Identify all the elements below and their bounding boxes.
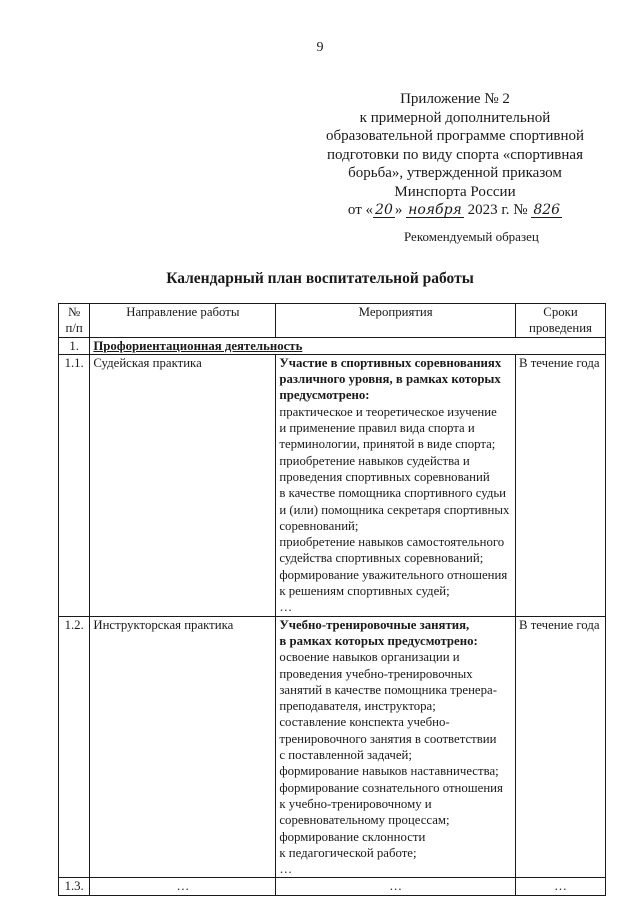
- row-num: 1.2.: [59, 616, 90, 878]
- event-line: занятий в качестве помощника тренера-: [279, 682, 497, 697]
- header-terms: [515, 304, 605, 338]
- row-events: [276, 616, 516, 878]
- event-line: формирование склонности: [279, 829, 426, 844]
- appendix-line: подготовки по виду спорта «спортивная: [327, 146, 583, 163]
- appendix-line: образовательной программе спортивной: [325, 128, 585, 144]
- header-terms-line1: Сроки: [543, 305, 578, 319]
- row-direction: …: [90, 878, 276, 895]
- table-header-row: [59, 304, 606, 338]
- event-line: формирование сознательного отношения: [279, 780, 503, 795]
- row-num: 1.3.: [59, 878, 90, 895]
- row-term: …: [515, 878, 605, 895]
- event-title-line: предусмотрено:: [279, 388, 370, 403]
- event-title-line: различного уровня, в рамках которых: [279, 372, 501, 387]
- event-line: преподавателя, инструктора;: [279, 699, 436, 714]
- header-direction: Направление работы: [90, 304, 276, 338]
- event-line: формирование навыков наставничества;: [279, 764, 499, 779]
- table-row: [59, 616, 606, 878]
- event-line: терминологии, принятой в виде спорта;: [279, 437, 496, 452]
- event-line: судейства спортивных соревнований;: [279, 551, 484, 566]
- event-line: и (или) помощника секретаря спортивных: [279, 502, 510, 517]
- event-line: приобретение навыков судейства и: [279, 453, 470, 468]
- date-mid: »: [394, 202, 403, 218]
- date-year: 2023 г. №: [467, 202, 528, 218]
- table-row: [59, 878, 606, 895]
- date-prefix: от «: [347, 202, 374, 218]
- appendix-line: Приложение № 2: [400, 91, 510, 107]
- appendix-line: борьба», утвержденной приказом: [348, 165, 562, 181]
- sample-note: Рекомендуемый образец: [404, 229, 539, 244]
- event-line: к педагогической работе;: [279, 845, 417, 860]
- header-num-line1: №: [68, 305, 81, 319]
- document-title: Календарный план воспитательной работы: [166, 270, 474, 287]
- event-line: практическое и теоретическое изучение: [279, 404, 497, 419]
- event-line: приобретение навыков самостоятельного: [279, 535, 505, 550]
- event-line: и применение правил вида спорта и: [279, 421, 475, 436]
- row-num: 1.1.: [59, 354, 90, 616]
- header-terms-line2: проведения: [529, 321, 592, 336]
- appendix-header: [300, 90, 610, 220]
- event-line: освоение навыков организации и: [279, 650, 460, 665]
- event-line: …: [279, 600, 293, 615]
- section-num: 1.: [59, 337, 90, 354]
- header-num: [59, 304, 90, 338]
- table-row: [59, 354, 606, 616]
- header-events: Мероприятия: [276, 304, 516, 338]
- event-line: к решениям спортивных судей;: [279, 584, 450, 599]
- event-line: проведения спортивных соревнований: [279, 469, 490, 484]
- event-title-line: Учебно-тренировочные занятия,: [279, 617, 470, 632]
- event-line: проведения учебно-тренировочных: [279, 666, 473, 681]
- event-title-line: в рамках которых предусмотрено:: [279, 633, 478, 648]
- event-line: …: [279, 862, 293, 877]
- event-line: тренировочного занятия в соответствии: [279, 731, 497, 746]
- event-line: соревновательному процессам;: [279, 813, 450, 828]
- event-line: с поставленной задачей;: [279, 748, 412, 763]
- row-direction: Инструкторская практика: [90, 616, 276, 878]
- row-term: В течение года: [515, 616, 605, 878]
- event-title-line: Участие в спортивных соревнованиях: [279, 355, 502, 370]
- appendix-line: к примерной дополнительной: [359, 109, 551, 126]
- event-line: к учебно-тренировочному и: [279, 796, 432, 811]
- event-line: составление конспекта учебно-: [279, 715, 450, 730]
- header-num-line2: п/п: [65, 321, 83, 336]
- appendix-line: Минспорта России: [394, 183, 516, 200]
- row-events: …: [276, 878, 516, 895]
- event-line: в качестве помощника спортивного судьи: [279, 486, 507, 501]
- section-row: [59, 337, 606, 354]
- row-events: [276, 354, 516, 616]
- order-date-line: [300, 201, 610, 220]
- handwritten-month: ноября: [408, 202, 462, 218]
- row-direction: Судейская практика: [90, 354, 276, 616]
- row-term: В течение года: [515, 354, 605, 616]
- page-number: 9: [316, 40, 324, 55]
- handwritten-order-number: 826: [533, 202, 561, 218]
- plan-table: [58, 303, 606, 896]
- event-line: формирование уважительного отношения: [279, 567, 508, 582]
- section-title: Профориентационная деятельность: [90, 337, 606, 354]
- event-line: соревнований;: [279, 518, 359, 533]
- handwritten-day: 20: [375, 202, 393, 218]
